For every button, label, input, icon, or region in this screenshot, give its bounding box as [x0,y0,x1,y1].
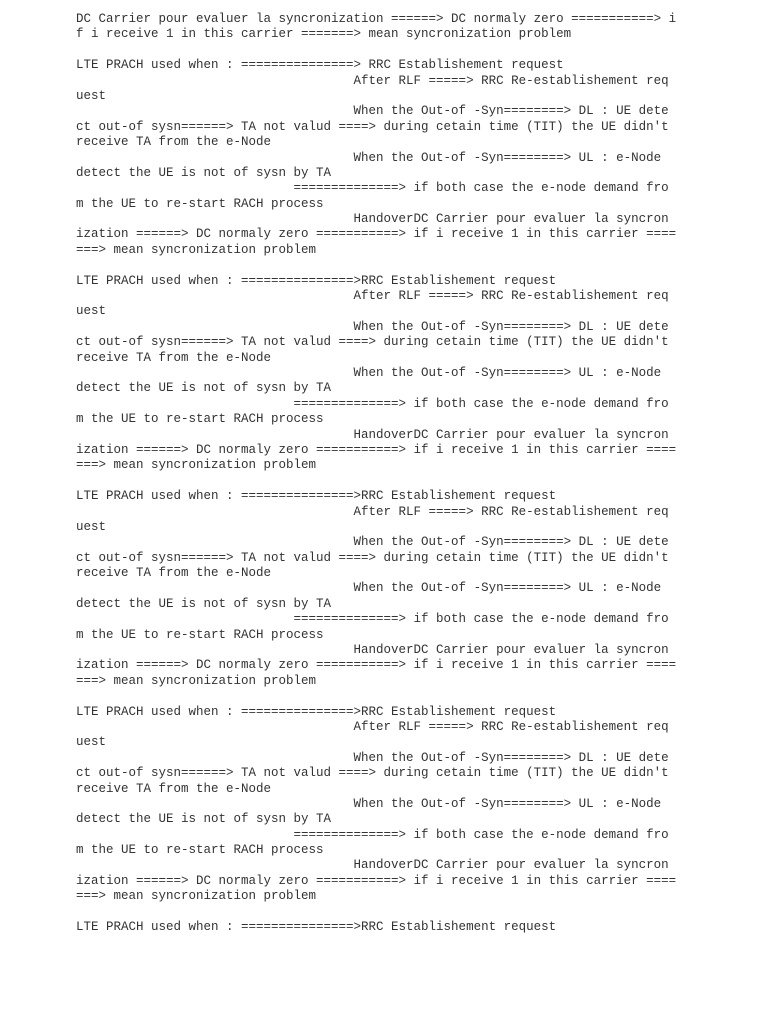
text-line: ==============> if both case the e-node demand fro [76,181,669,196]
text-line: ct out-of sysn======> TA not valud ====> during cetain time (TIT) the UE didn't [76,550,669,565]
text-line: uest [76,88,107,103]
text-line: HandoverDC Carrier pour evaluer la syncron [76,643,669,658]
text-line: ization ======> DC normaly zero ===========> if i receive 1 in this carrier ==== [76,227,677,242]
text-line: ==============> if both case the e-node demand fro [76,612,669,627]
text-line: m the UE to re-start RACH process [76,843,324,858]
text-line: When the Out-of -Syn========> DL : UE dete [76,535,669,550]
text-line: ===> mean syncronization problem [76,458,317,473]
text-line: detect the UE is not of sysn by TA [76,596,332,611]
text-line: ===> mean syncronization problem [76,673,317,688]
text-line: After RLF =====> RRC Re-establishement req [76,719,669,734]
text-line: When the Out-of -Syn========> UL : e-Node [76,150,662,165]
text-line: m the UE to re-start RACH process [76,412,324,427]
text-line: LTE PRACH used when : ===============>RRC Establishement request [76,489,557,504]
text-line: HandoverDC Carrier pour evaluer la syncron [76,427,669,442]
text-line: detect the UE is not of sysn by TA [76,165,332,180]
text-line: When the Out-of -Syn========> DL : UE dete [76,319,669,334]
text-line: receive TA from the e-Node [76,566,272,581]
text-line: receive TA from the e-Node [76,781,272,796]
text-line [76,689,676,704]
text-line: uest [76,735,107,750]
text-line: DC Carrier pour evaluer la syncronization ======> DC normaly zero ===========> i [76,12,677,26]
text-line: When the Out-of -Syn========> UL : e-Node [76,581,662,596]
text-line [76,905,676,920]
text-line [76,258,676,273]
text-line: ization ======> DC normaly zero ===========> if i receive 1 in this carrier ==== [76,658,677,673]
text-line: After RLF =====> RRC Re-establishement req [76,504,669,519]
text-line: f i receive 1 in this carrier =======> mean syncronization problem [76,27,572,42]
text-line: ization ======> DC normaly zero ===========> if i receive 1 in this carrier ==== [76,873,677,888]
text-line: uest [76,519,107,534]
text-line: ===> mean syncronization problem [76,242,317,257]
text-line: LTE PRACH used when : ===============>RRC Establishement request [76,704,557,719]
text-line: When the Out-of -Syn========> DL : UE dete [76,104,669,119]
text-line: ct out-of sysn======> TA not valud ====> during cetain time (TIT) the UE didn't [76,766,669,781]
text-line: m the UE to re-start RACH process [76,196,324,211]
text-line: uest [76,304,107,319]
text-line: detect the UE is not of sysn by TA [76,812,332,827]
text-line: receive TA from the e-Node [76,135,272,150]
text-line: When the Out-of -Syn========> UL : e-Node [76,796,662,811]
text-line: m the UE to re-start RACH process [76,627,324,642]
text-line: LTE PRACH used when : ===============>RRC Establishement request [76,920,557,935]
text-line: When the Out-of -Syn========> DL : UE dete [76,750,669,765]
text-line [76,474,676,489]
document-text [76,12,676,935]
text-line: detect the UE is not of sysn by TA [76,381,332,396]
text-line: ==============> if both case the e-node demand fro [76,396,669,411]
text-line: ct out-of sysn======> TA not valud ====> during cetain time (TIT) the UE didn't [76,335,669,350]
text-line: LTE PRACH used when : ===============>RRC Establishement request [76,273,557,288]
text-line [76,43,676,58]
text-line: ==============> if both case the e-node demand fro [76,827,669,842]
text-line: ===> mean syncronization problem [76,889,317,904]
text-line: HandoverDC Carrier pour evaluer la syncron [76,212,669,227]
text-line: ct out-of sysn======> TA not valud ====> during cetain time (TIT) the UE didn't [76,119,669,134]
text-line: When the Out-of -Syn========> UL : e-Node [76,365,662,380]
text-line: receive TA from the e-Node [76,350,272,365]
text-line: After RLF =====> RRC Re-establishement req [76,289,669,304]
text-line: ization ======> DC normaly zero ===========> if i receive 1 in this carrier ==== [76,442,677,457]
text-line: After RLF =====> RRC Re-establishement req [76,73,669,88]
text-line: HandoverDC Carrier pour evaluer la syncron [76,858,669,873]
text-line: LTE PRACH used when : ===============> RRC Establishement request [76,58,564,73]
